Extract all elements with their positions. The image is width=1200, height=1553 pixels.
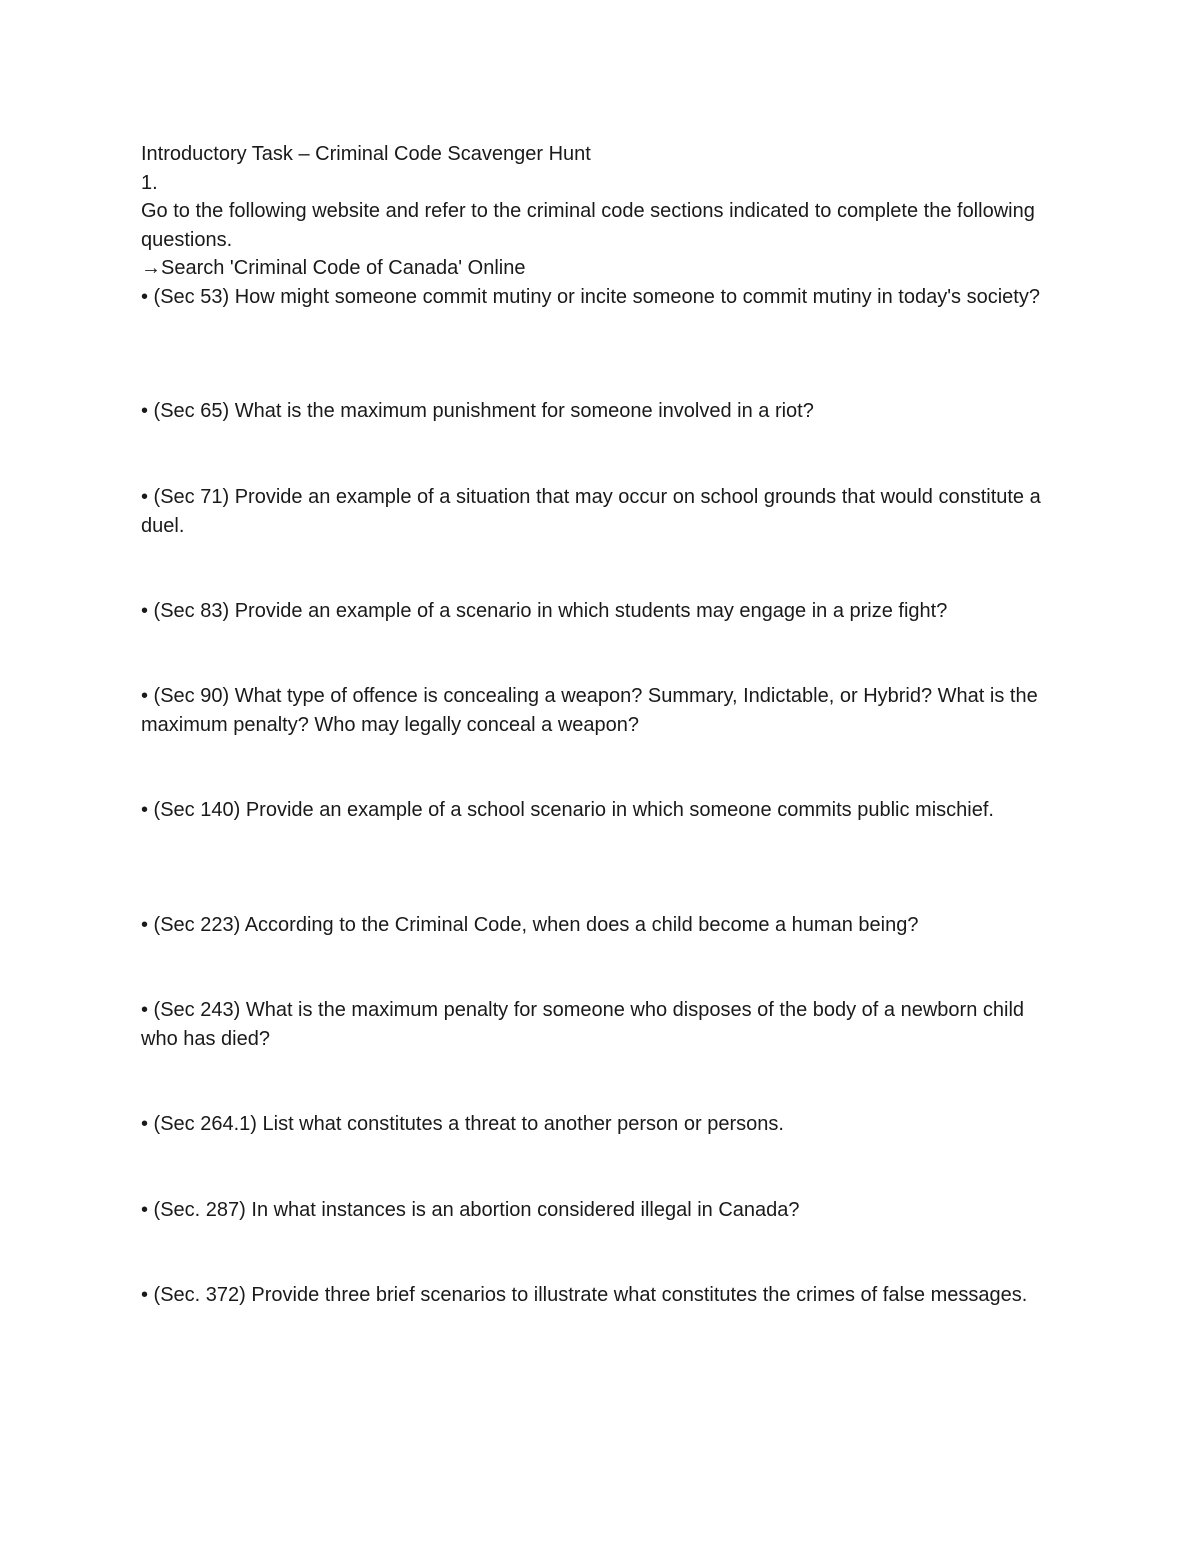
question-item: • (Sec 243) What is the maximum penalty for someone who disposes of the body of a newborn child who has died?	[141, 999, 1025, 1050]
question-item: • (Sec 53) How might someone commit mutiny or incite someone to commit mutiny in today's society?	[141, 285, 1040, 308]
question-item: • (Sec. 287) In what instances is an abortion considered illegal in Canada?	[141, 1199, 800, 1221]
document-header	[141, 140, 1061, 311]
instructions-text: Go to the following website and refer to the criminal code sections indicated to complete the following questions.	[141, 200, 1035, 251]
search-hint: →Search 'Criminal Code of Canada' Online	[141, 257, 526, 279]
document-title: Introductory Task – Criminal Code Scavenger Hunt	[141, 143, 591, 165]
question-item: • (Sec 140) Provide an example of a school scenario in which someone commits public mischief.	[141, 799, 994, 821]
question-item: • (Sec 90) What type of offence is concealing a weapon? Summary, Indictable, or Hybrid? What is the maximum penalty? Who may legally conceal a weapon?	[141, 685, 1038, 736]
task-number: 1.	[141, 171, 158, 194]
question-item: • (Sec 83) Provide an example of a scenario in which students may engage in a prize fight?	[141, 600, 948, 622]
question-item: • (Sec 71) Provide an example of a situation that may occur on school grounds that would constitute a duel.	[141, 486, 1041, 537]
question-item: • (Sec 264.1) List what constitutes a threat to another person or persons.	[141, 1113, 784, 1135]
question-item: • (Sec. 372) Provide three brief scenarios to illustrate what constitutes the crimes of false messages.	[141, 1284, 1028, 1306]
question-item: • (Sec 223) According to the Criminal Code, when does a child become a human being?	[141, 914, 919, 936]
question-item: • (Sec 65) What is the maximum punishment for someone involved in a riot?	[141, 400, 814, 422]
